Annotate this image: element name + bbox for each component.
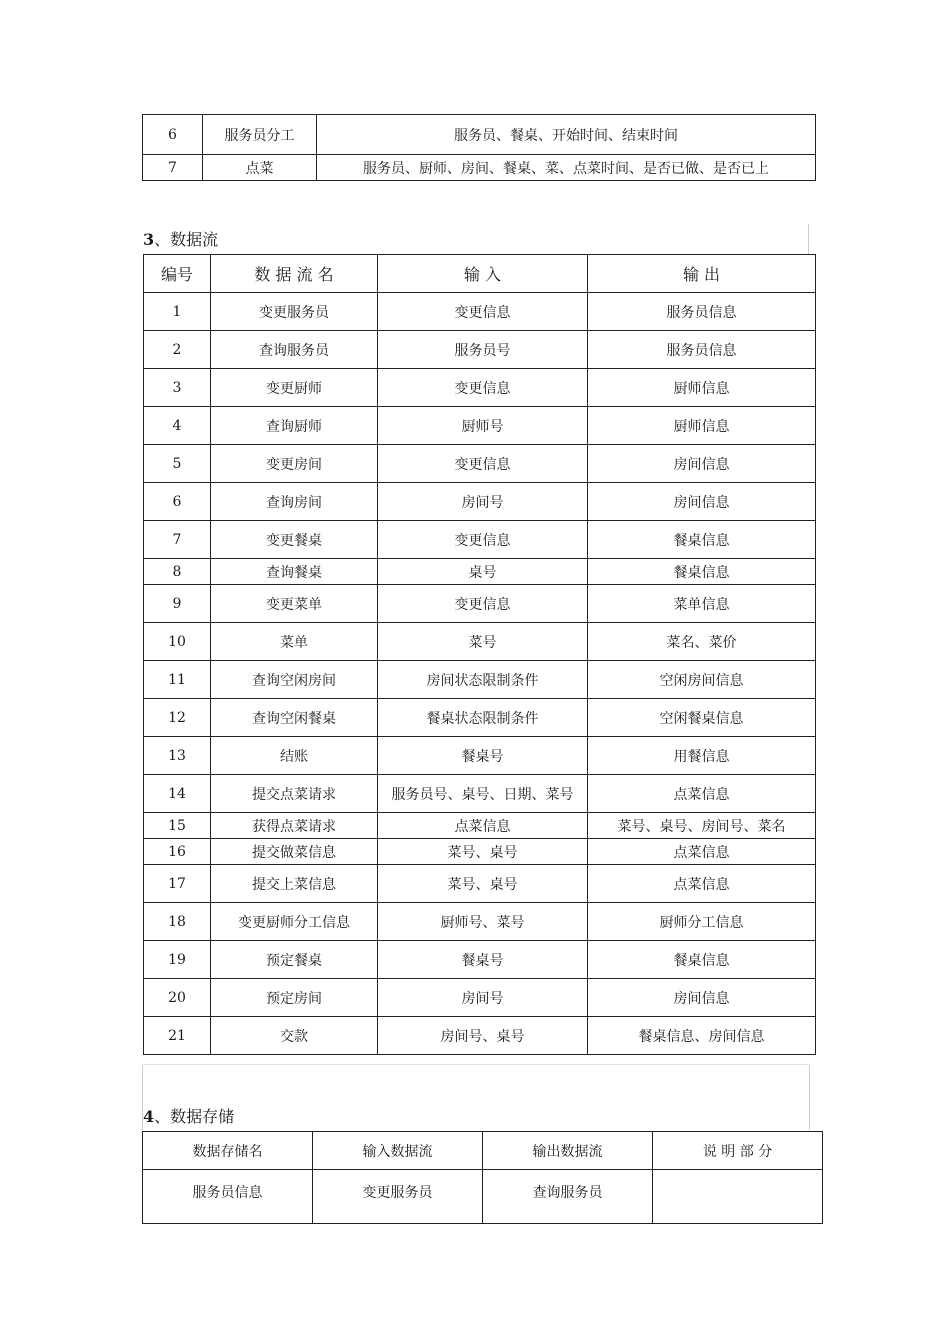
table-row xyxy=(144,813,816,839)
flow-name: 查询餐桌 xyxy=(211,559,378,585)
flow-output: 厨师信息 xyxy=(588,369,816,407)
section-heading-dataflow xyxy=(143,227,218,250)
flow-output: 餐桌信息 xyxy=(588,521,816,559)
row-number: 15 xyxy=(144,813,211,839)
flow-output: 空闲房间信息 xyxy=(588,661,816,699)
flow-output: 用餐信息 xyxy=(588,737,816,775)
flow-input: 房间号 xyxy=(378,483,588,521)
row-number: 4 xyxy=(144,407,211,445)
page-guide-line xyxy=(142,1064,810,1065)
table-row xyxy=(144,369,816,407)
row-number: 6 xyxy=(143,115,203,155)
row-number: 14 xyxy=(144,775,211,813)
row-number: 17 xyxy=(144,865,211,903)
flow-name: 查询房间 xyxy=(211,483,378,521)
flow-input: 菜号、桌号 xyxy=(378,839,588,865)
table-row xyxy=(144,521,816,559)
section-number: 4 xyxy=(143,1107,155,1126)
table-row xyxy=(144,407,816,445)
section-heading-datastore xyxy=(143,1104,234,1127)
table-row xyxy=(143,1170,823,1224)
dataflow-table xyxy=(143,254,816,1055)
flow-name: 预定房间 xyxy=(211,979,378,1017)
flow-name: 预定餐桌 xyxy=(211,941,378,979)
flow-output: 餐桌信息 xyxy=(588,559,816,585)
row-number: 8 xyxy=(144,559,211,585)
flow-output: 房间信息 xyxy=(588,979,816,1017)
table-row xyxy=(144,903,816,941)
flow-output: 服务员信息 xyxy=(588,293,816,331)
row-number: 6 xyxy=(144,483,211,521)
flow-input: 点菜信息 xyxy=(378,813,588,839)
table-row xyxy=(144,699,816,737)
table-row xyxy=(144,483,816,521)
section-title: 、数据存储 xyxy=(154,1107,235,1126)
flow-name: 获得点菜请求 xyxy=(211,813,378,839)
entity-attributes: 服务员、厨师、房间、餐桌、菜、点菜时间、是否已做、是否已上 xyxy=(317,155,816,181)
flow-name: 变更厨师分工信息 xyxy=(211,903,378,941)
flow-name: 交款 xyxy=(211,1017,378,1055)
flow-input: 桌号 xyxy=(378,559,588,585)
flow-name: 提交做菜信息 xyxy=(211,839,378,865)
flow-name: 变更服务员 xyxy=(211,293,378,331)
flow-input: 变更信息 xyxy=(378,585,588,623)
flow-name: 查询服务员 xyxy=(211,331,378,369)
row-number: 3 xyxy=(144,369,211,407)
flow-input: 菜号、桌号 xyxy=(378,865,588,903)
datastore-table xyxy=(142,1131,823,1224)
table-row xyxy=(144,941,816,979)
flow-input: 变更信息 xyxy=(378,521,588,559)
row-number: 16 xyxy=(144,839,211,865)
row-number: 7 xyxy=(143,155,203,181)
flow-input: 变更信息 xyxy=(378,293,588,331)
store-description xyxy=(653,1170,823,1224)
flow-name: 变更厨师 xyxy=(211,369,378,407)
flow-input: 餐桌号 xyxy=(378,737,588,775)
header-cell: 数据存储名 xyxy=(143,1132,313,1170)
row-number: 9 xyxy=(144,585,211,623)
flow-output: 点菜信息 xyxy=(588,839,816,865)
table-row xyxy=(144,775,816,813)
flow-input: 厨师号、菜号 xyxy=(378,903,588,941)
flow-input: 房间号、桌号 xyxy=(378,1017,588,1055)
table-row xyxy=(143,115,816,155)
entity-name: 点菜 xyxy=(203,155,317,181)
flow-output: 点菜信息 xyxy=(588,775,816,813)
flow-input: 房间状态限制条件 xyxy=(378,661,588,699)
flow-output: 点菜信息 xyxy=(588,865,816,903)
table-row xyxy=(144,737,816,775)
row-number: 13 xyxy=(144,737,211,775)
row-number: 1 xyxy=(144,293,211,331)
section-title: 、数据流 xyxy=(154,230,219,249)
row-number: 11 xyxy=(144,661,211,699)
header-cell: 说 明 部 分 xyxy=(653,1132,823,1170)
row-number: 18 xyxy=(144,903,211,941)
flow-name: 变更房间 xyxy=(211,445,378,483)
flow-output: 菜单信息 xyxy=(588,585,816,623)
flow-output: 餐桌信息、房间信息 xyxy=(588,1017,816,1055)
table-row xyxy=(144,1017,816,1055)
row-number: 7 xyxy=(144,521,211,559)
flow-name: 结账 xyxy=(211,737,378,775)
store-name: 服务员信息 xyxy=(143,1170,313,1224)
flow-name: 查询厨师 xyxy=(211,407,378,445)
table-row xyxy=(144,559,816,585)
page-guide-line xyxy=(809,1064,810,1130)
store-input: 变更服务员 xyxy=(313,1170,483,1224)
flow-input: 服务员号 xyxy=(378,331,588,369)
table-row xyxy=(144,293,816,331)
flow-input: 服务员号、桌号、日期、菜号 xyxy=(378,775,588,813)
row-number: 5 xyxy=(144,445,211,483)
table-row xyxy=(144,839,816,865)
flow-input: 变更信息 xyxy=(378,369,588,407)
flow-output: 服务员信息 xyxy=(588,331,816,369)
flow-input: 餐桌号 xyxy=(378,941,588,979)
flow-output: 餐桌信息 xyxy=(588,941,816,979)
table-row xyxy=(144,331,816,369)
flow-input: 房间号 xyxy=(378,979,588,1017)
flow-output: 菜名、菜价 xyxy=(588,623,816,661)
header-cell: 编号 xyxy=(144,255,211,293)
flow-input: 餐桌状态限制条件 xyxy=(378,699,588,737)
row-number: 19 xyxy=(144,941,211,979)
flow-name: 变更餐桌 xyxy=(211,521,378,559)
section-number: 3 xyxy=(143,230,155,249)
flow-name: 提交点菜请求 xyxy=(211,775,378,813)
flow-input: 厨师号 xyxy=(378,407,588,445)
store-output: 查询服务员 xyxy=(483,1170,653,1224)
flow-input: 菜号 xyxy=(378,623,588,661)
header-cell: 输出数据流 xyxy=(483,1132,653,1170)
flow-output: 菜号、桌号、房间号、菜名 xyxy=(588,813,816,839)
page-guide-line xyxy=(808,224,809,254)
flow-name: 变更菜单 xyxy=(211,585,378,623)
row-number: 10 xyxy=(144,623,211,661)
header-cell: 输 入 xyxy=(378,255,588,293)
flow-name: 提交上菜信息 xyxy=(211,865,378,903)
flow-output: 房间信息 xyxy=(588,483,816,521)
entity-attributes: 服务员、餐桌、开始时间、结束时间 xyxy=(317,115,816,155)
row-number: 2 xyxy=(144,331,211,369)
table-row xyxy=(144,661,816,699)
flow-output: 厨师信息 xyxy=(588,407,816,445)
row-number: 21 xyxy=(144,1017,211,1055)
row-number: 20 xyxy=(144,979,211,1017)
table-header-row xyxy=(144,255,816,293)
table-row xyxy=(144,865,816,903)
table-row xyxy=(144,979,816,1017)
entity-attribute-table xyxy=(142,114,816,181)
flow-output: 厨师分工信息 xyxy=(588,903,816,941)
flow-output: 房间信息 xyxy=(588,445,816,483)
entity-name: 服务员分工 xyxy=(203,115,317,155)
flow-input: 变更信息 xyxy=(378,445,588,483)
flow-name: 查询空闲房间 xyxy=(211,661,378,699)
row-number: 12 xyxy=(144,699,211,737)
header-cell: 数 据 流 名 xyxy=(211,255,378,293)
table-row xyxy=(144,445,816,483)
flow-name: 菜单 xyxy=(211,623,378,661)
table-row xyxy=(143,155,816,181)
flow-name: 查询空闲餐桌 xyxy=(211,699,378,737)
flow-output: 空闲餐桌信息 xyxy=(588,699,816,737)
table-row xyxy=(144,623,816,661)
header-cell: 输 出 xyxy=(588,255,816,293)
header-cell: 输入数据流 xyxy=(313,1132,483,1170)
table-header-row xyxy=(143,1132,823,1170)
table-row xyxy=(144,585,816,623)
